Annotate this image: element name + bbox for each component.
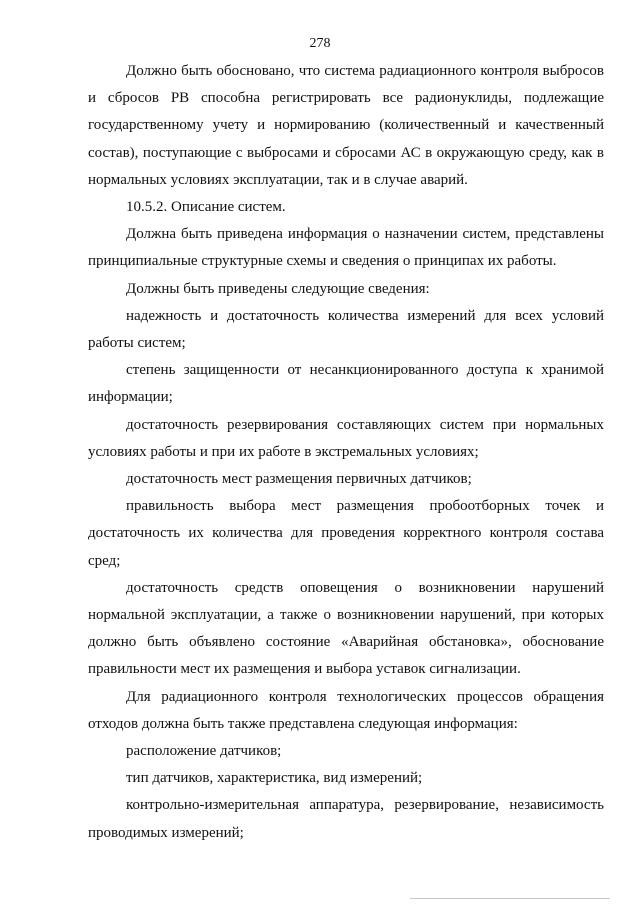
body-text bbox=[88, 58, 604, 847]
list-item-sensor-type: тип датчиков, характеристика, вид измерений; bbox=[126, 770, 423, 787]
list-item-measurement-reliability: надежность и достаточность количества измерений для всех условий работы систем; bbox=[88, 307, 604, 352]
list-item-alarm-means: достаточность средств оповещения о возникновении нарушений нормальной эксплуатации, а также о возникновении нарушений, при которых должно быть объявлено состояние «Аварийная обстановка», обоснование правильности мест их размещения и выбора уставок сигнализации. bbox=[88, 579, 604, 678]
list-item-sensor-placement: достаточность мест размещения первичных датчиков; bbox=[126, 471, 472, 488]
list-item-access-protection: степень защищенности от несанкционированного доступа к хранимой информации; bbox=[88, 362, 604, 406]
list-item-sensor-location: расположение датчиков; bbox=[126, 743, 282, 760]
list-item-instrumentation: контрольно-измерительная аппаратура, резервирование, независимость проводимых измерений; bbox=[88, 797, 604, 841]
paragraph-waste-process-control: Для радиационного контроля технологических процессов обращения отходов должна быть также представлена следующая информация: bbox=[88, 688, 604, 732]
section-heading-10-5-2: 10.5.2. Описание систем. bbox=[126, 199, 286, 216]
bottom-edge-line bbox=[410, 898, 610, 899]
list-item-redundancy: достаточность резервирования составляющих систем при нормальных условиях работы и при их работе в экстремальных условиях; bbox=[88, 416, 604, 460]
list-item-sampling-points: правильность выбора мест размещения пробоотборных точек и достаточность их количества для проведения корректного контроля состава сред; bbox=[88, 498, 604, 569]
paragraph-required-info-intro: Должны быть приведены следующие сведения: bbox=[126, 280, 430, 297]
paragraph-radiation-control-justification: Должно быть обосновано, что система радиационного контроля выбросов и сбросов РВ способна регистрировать все радионуклиды, подлежащие государственному учету и нормированию (количественный и качественный состав), поступающие с выбросами и сбросами АС в окружающую среду, как в нормальных условиях эксплуатации, так и в случае аварий. bbox=[88, 63, 604, 188]
page-number: 278 bbox=[309, 36, 331, 51]
paragraph-systems-purpose: Должна быть приведена информация о назначении систем, представлены принципиальные структурные схемы и сведения о принципах их работы. bbox=[88, 226, 604, 270]
